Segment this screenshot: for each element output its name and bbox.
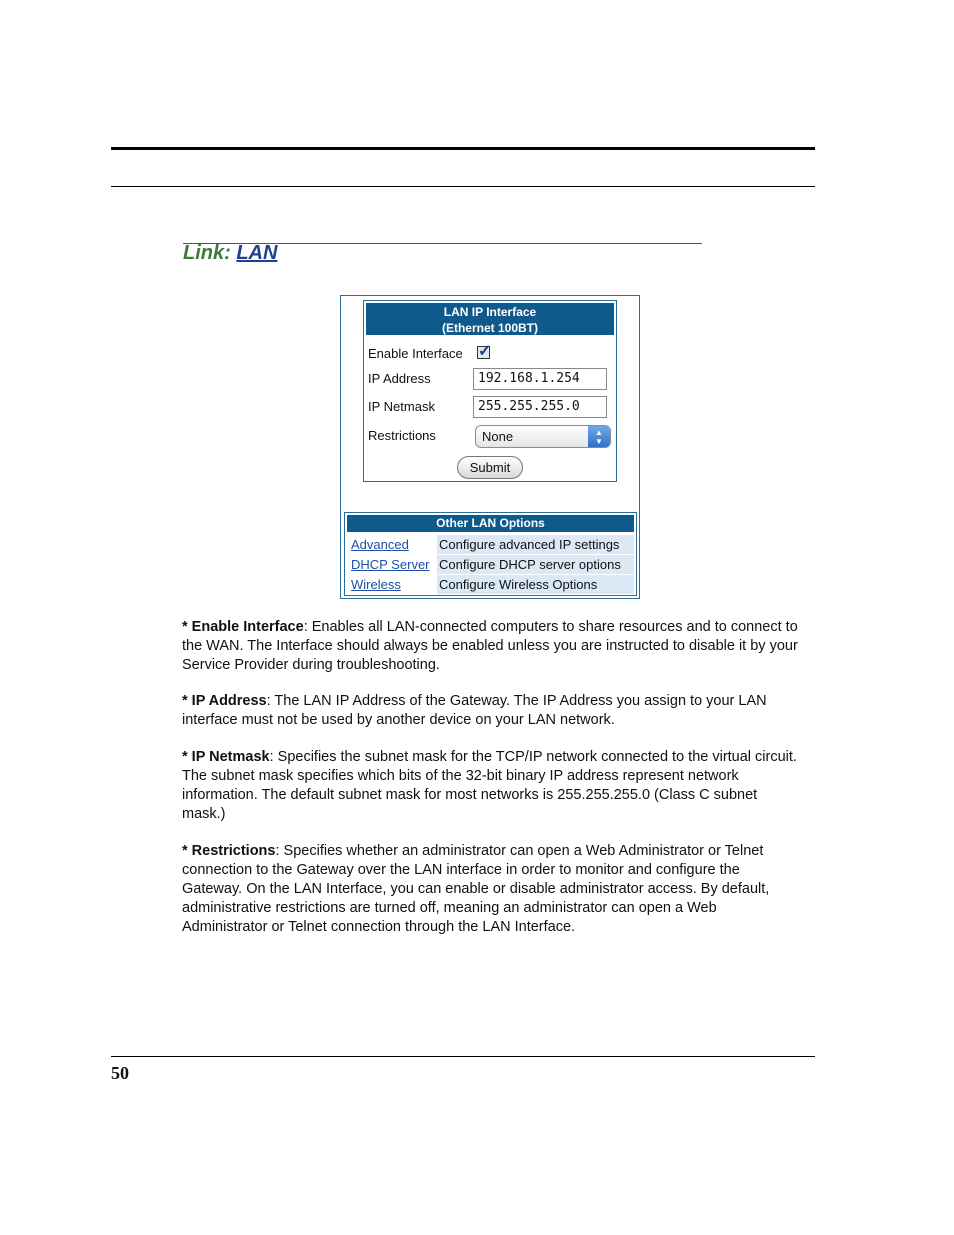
page-number: 50 xyxy=(111,1063,129,1083)
paragraph-restrictions xyxy=(182,842,802,937)
option-row xyxy=(347,555,634,574)
footer-rule xyxy=(111,1056,815,1057)
paragraph-ip-address xyxy=(182,692,802,730)
header-rule-thin xyxy=(111,186,815,187)
title-line-2: (Ethernet 100BT) xyxy=(441,321,539,335)
section-heading xyxy=(183,242,277,265)
advanced-link[interactable]: Advanced xyxy=(351,537,409,552)
term: * Restrictions xyxy=(182,843,276,859)
ip-address-input[interactable]: 192.168.1.254 xyxy=(473,368,607,390)
option-row xyxy=(347,535,634,554)
term: * IP Netmask xyxy=(182,749,270,765)
enable-interface-checkbox[interactable] xyxy=(477,343,492,360)
dhcp-server-link[interactable]: DHCP Server xyxy=(351,557,430,572)
other-lan-options-title: Other LAN Options xyxy=(347,515,634,532)
term: * Enable Interface xyxy=(182,619,304,635)
restrictions-selected-value: None xyxy=(482,429,514,444)
lan-ip-interface-box xyxy=(363,300,617,482)
ip-netmask-input[interactable]: 255.255.255.0 xyxy=(473,396,607,418)
option-description: Configure advanced IP settings xyxy=(437,535,634,554)
option-description: Configure Wireless Options xyxy=(437,575,634,594)
wireless-link[interactable]: Wireless xyxy=(351,577,401,592)
definition: : Specifies whether an administrator can open a Web Administrator or Telnet connection to the Gateway over the LAN interface in order to monitor and configure the Gateway. On the LAN Interface, you can enable or disable administrator access. By default, administrative restrictions are turned off, meaning an administrator can open a Web Administrator or Telnet connection through the LAN Interface. xyxy=(182,843,770,935)
title-line-1: LAN IP Interface xyxy=(443,305,537,319)
enable-interface-label: Enable Interface xyxy=(368,346,463,361)
select-arrows-icon: ▲ ▼ xyxy=(588,426,610,447)
heading-prefix: Link: xyxy=(183,242,231,264)
term: * IP Address xyxy=(182,693,267,709)
paragraph-ip-netmask xyxy=(182,748,802,824)
heading-link-lan[interactable]: LAN xyxy=(236,242,278,264)
ip-address-label: IP Address xyxy=(368,371,431,386)
header-rule-thick xyxy=(111,147,815,150)
lan-screenshot-panel xyxy=(340,295,640,599)
paragraph-enable-interface xyxy=(182,618,802,675)
definition: : The LAN IP Address of the Gateway. The IP Address you assign to your LAN interface must not be used by another device on your LAN network. xyxy=(182,693,767,728)
definition: : Specifies the subnet mask for the TCP/IP network connected to the virtual circuit. The subnet mask specifies which bits of the 32-bit binary IP address represent network information. The default subnet mask for most networks is 255.255.255.0 (Class C subnet mask.) xyxy=(182,749,797,822)
submit-button[interactable]: Submit xyxy=(457,456,523,479)
option-description: Configure DHCP server options xyxy=(437,555,634,574)
option-row xyxy=(347,575,634,594)
definition: : Enables all LAN-connected computers to share resources and to connect to the WAN. The Interface should always be enabled unless you are instructed to disable it by your Service Provider during troubleshooting. xyxy=(182,619,798,673)
restrictions-select[interactable] xyxy=(475,425,611,448)
ip-netmask-label: IP Netmask xyxy=(368,399,435,414)
lan-ip-interface-title xyxy=(366,303,614,335)
restrictions-label: Restrictions xyxy=(368,428,436,443)
check-icon: ✓ xyxy=(478,343,492,360)
other-lan-options-box xyxy=(344,512,637,596)
